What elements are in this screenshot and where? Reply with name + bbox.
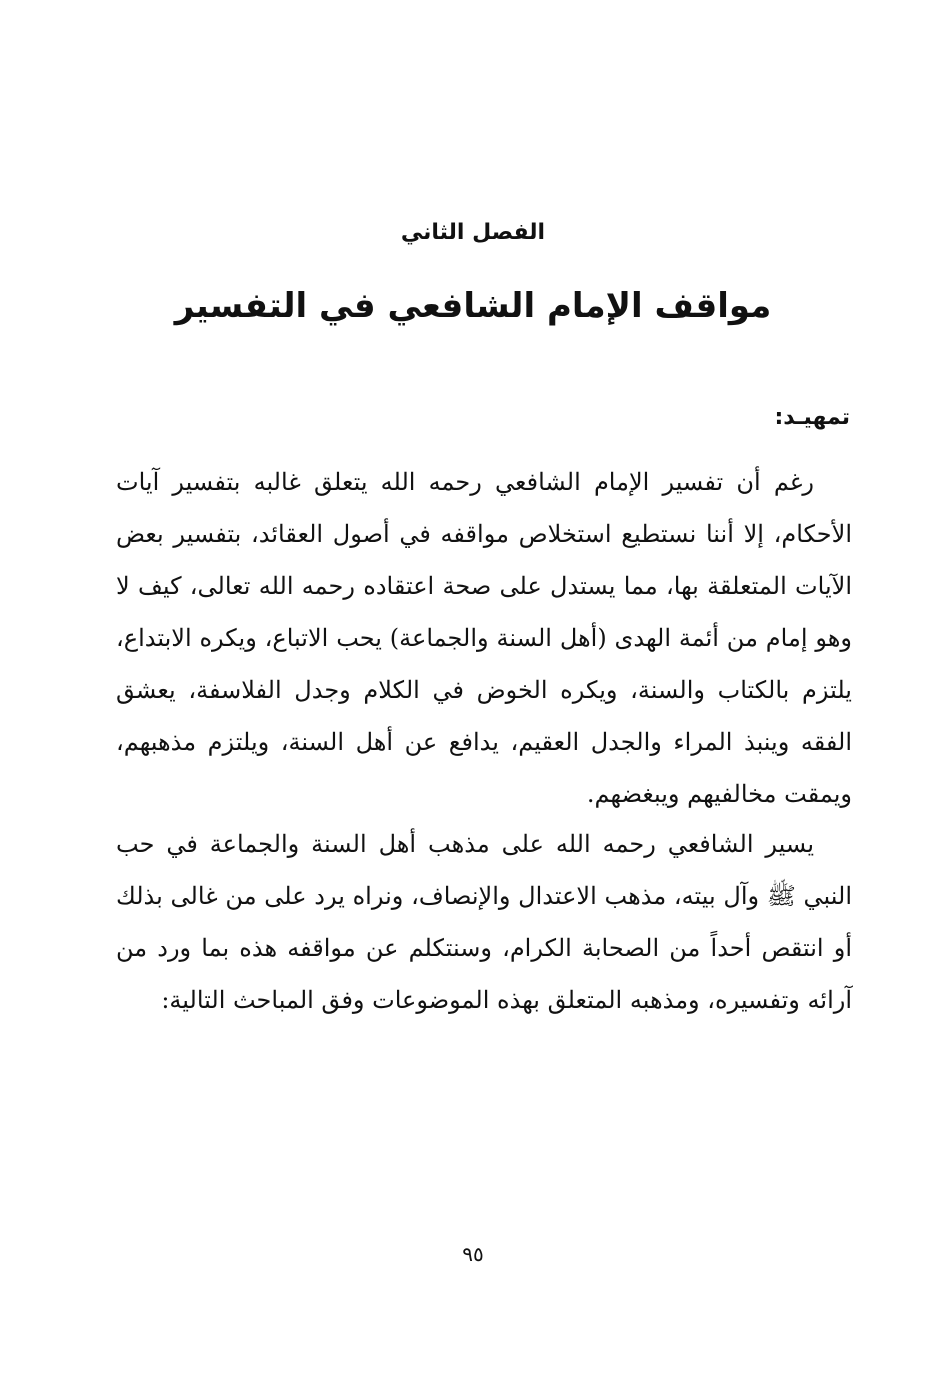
body-paragraph-2: يسير الشافعي رحمه الله على مذهب أهل السنة والجماعة في حب النبي ﷺ وآل بيته، مذهب الاعتدال والإنصاف، ونراه يرد على من غالى بذلك أو انتقص أحداً من الصحابة الكرام، وسنتكلم عن مواقفه هذه بما ورد من آرائه وتفسيره، ومذهبه المتعلق بهذه الموضوعات وفق المباحث التالية:: [116, 830, 852, 1014]
chapter-label: الفصل الثاني: [400, 220, 546, 245]
chapter-title: مواقف الإمام الشافعي في التفسير: [174, 286, 772, 326]
page-number: ٩٥: [462, 1242, 484, 1266]
body-paragraph-1: رغم أن تفسير الإمام الشافعي رحمه الله يتعلق غالبه بتفسير آيات الأحكام، إلا أننا نستطيع استخلاص مواقفه في أصول العقائد، بتفسير بعض الآيات المتعلقة بها، مما يستدل على صحة اعتقاده رحمه الله تعالى، كيف لا وهو إمام من أئمة الهدى (أهل السنة والجماعة) يحب الاتباع، ويكره الابتداع، يلتزم بالكتاب والسنة، ويكره الخوض في الكلام وجدل الفلاسفة، يعشق الفقه وينبذ المراء والجدل العقيم، يدافع عن أهل السنة، ويلتزم مذهبهم، ويمقت مخالفيهم ويبغضهم.: [116, 468, 852, 808]
introduction-heading: تمهيـد:: [774, 405, 850, 430]
